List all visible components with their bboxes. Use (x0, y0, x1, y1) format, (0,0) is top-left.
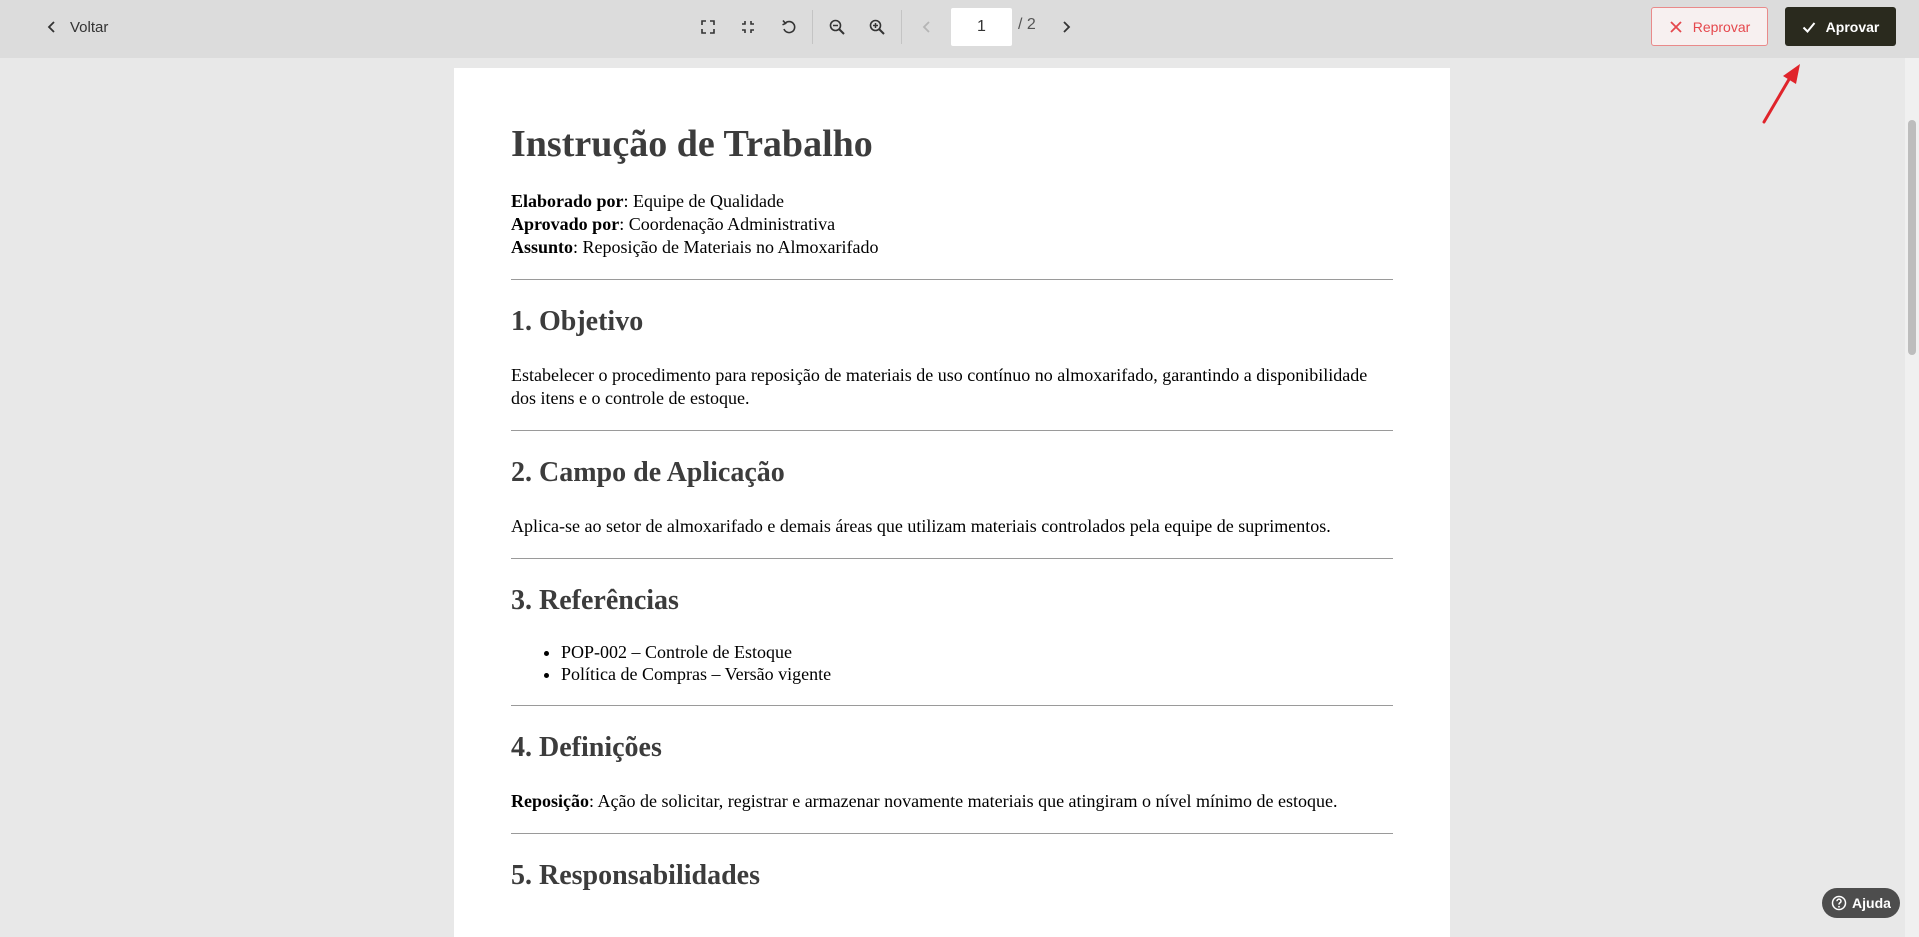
reject-label: Reprovar (1692, 18, 1751, 35)
meta-label: Assunto (511, 237, 574, 257)
compress-icon (739, 18, 757, 36)
list-item: • Política de Compras – Versão vigente (561, 663, 1393, 685)
chevron-left-icon (44, 19, 60, 35)
meta-row-subject (511, 236, 1393, 259)
section-title-responsabilidades: 5. Responsabilidades (511, 860, 760, 891)
meta-value: : Coordenação Administrativa (619, 214, 836, 234)
meta-row-author (511, 190, 1393, 213)
section-body-campo: Aplica-se ao setor de almoxarifado e demais áreas que utilizam materiais controlados pela equipe de suprimentos. (511, 516, 1331, 536)
next-page-button[interactable] (1054, 15, 1078, 39)
meta-label: Aprovado por (511, 214, 620, 234)
zoom-in-button[interactable] (865, 15, 889, 39)
toolbar-separator (901, 10, 902, 44)
section-divider (511, 833, 1393, 834)
document-viewer[interactable] (0, 58, 1905, 937)
references-list (511, 641, 1393, 685)
reject-button[interactable] (1651, 7, 1768, 46)
section-title-referencias: 3. Referências (511, 585, 679, 616)
definition-term: Reposição (511, 791, 589, 811)
document-title: Instrução de Trabalho (511, 123, 873, 165)
meta-row-approver (511, 213, 1393, 236)
vertical-scrollbar[interactable] (1905, 58, 1919, 937)
section-body-objetivo: Estabelecer o procedimento para reposição de materiais de uso contínuo no almoxarifado, garantindo a disponibilidade dos itens e o controle de estoque. (511, 365, 1368, 408)
meta-value: : Reposição de Materiais no Almoxarifado (573, 237, 879, 257)
help-circle-icon (1831, 895, 1847, 911)
section-divider (511, 430, 1393, 431)
chevron-left-icon (918, 18, 936, 36)
zoom-out-icon (828, 18, 846, 36)
chevron-right-icon (1057, 18, 1075, 36)
expand-icon (699, 18, 717, 36)
back-label: Voltar (70, 18, 109, 36)
rotate-button[interactable] (777, 15, 801, 39)
help-label: Ajuda (1852, 895, 1891, 911)
meta-label: Elaborado por (511, 191, 624, 211)
definition-text: : Ação de solicitar, registrar e armazenar novamente materiais que atingiram o nível mínimo de estoque. (589, 791, 1338, 811)
approve-label: Aprovar (1825, 18, 1880, 35)
scrollbar-thumb[interactable] (1908, 120, 1916, 355)
document-meta (511, 190, 1393, 259)
fit-width-button[interactable] (736, 15, 760, 39)
approve-button[interactable] (1785, 7, 1896, 46)
section-title-objetivo: 1. Objetivo (511, 306, 644, 337)
top-toolbar (0, 0, 1919, 58)
zoom-in-icon (868, 18, 886, 36)
list-item: • POP-002 – Controle de Estoque (561, 641, 1393, 663)
toolbar-separator (812, 10, 813, 44)
section-title-campo: 2. Campo de Aplicação (511, 457, 785, 488)
document-page (454, 68, 1450, 937)
back-button[interactable] (44, 15, 108, 39)
rotate-icon (780, 18, 798, 36)
fit-page-button[interactable] (696, 15, 720, 39)
meta-value: : Equipe de Qualidade (623, 191, 784, 211)
section-divider (511, 558, 1393, 559)
zoom-out-button[interactable] (825, 15, 849, 39)
section-title-definicoes: 4. Definições (511, 732, 662, 763)
section-divider (511, 705, 1393, 706)
page-total: / 2 (1018, 16, 1036, 33)
close-icon (1669, 20, 1683, 34)
page-number-input[interactable] (951, 8, 1012, 46)
help-button[interactable] (1822, 888, 1900, 918)
section-divider (511, 279, 1393, 280)
check-icon (1802, 20, 1816, 34)
prev-page-button[interactable] (915, 15, 939, 39)
section-body-definicoes (511, 790, 1393, 813)
